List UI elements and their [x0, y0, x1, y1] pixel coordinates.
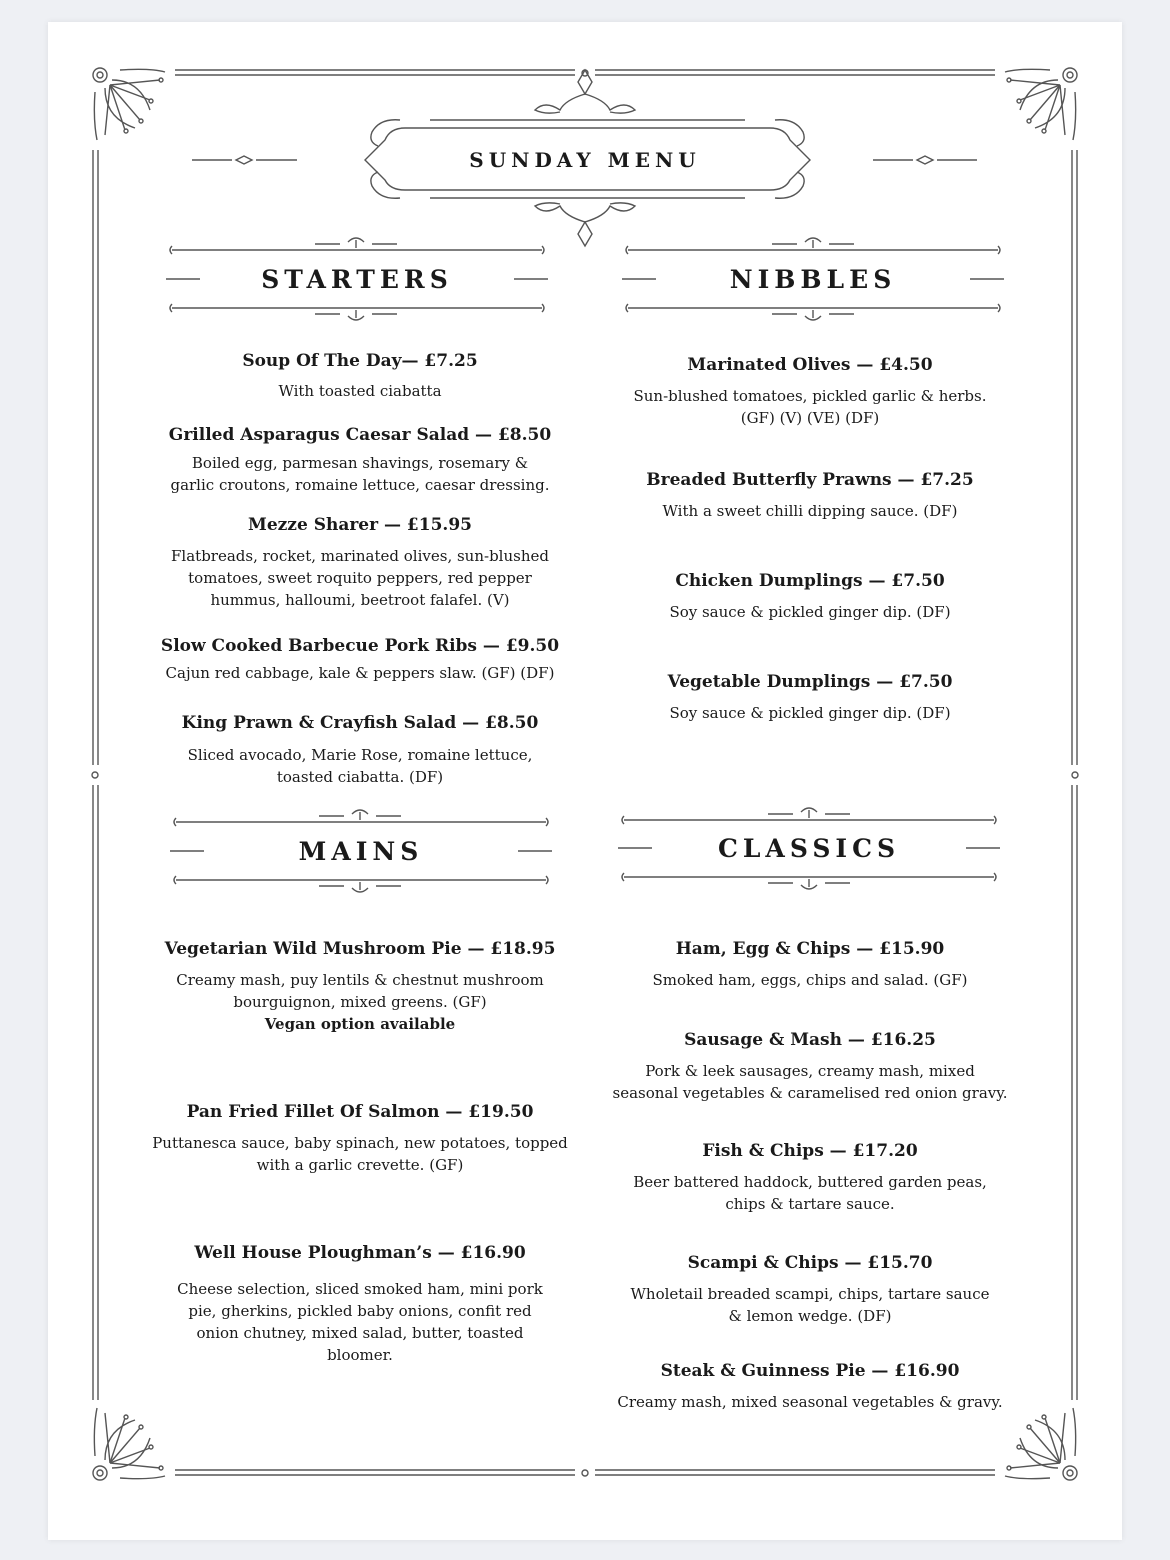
vegan-option-note: Vegan option available [264, 1015, 456, 1033]
menu-item [610, 1140, 1010, 1215]
item-name: Marinated Olives — £4.50 [687, 355, 933, 375]
item-name: Chicken Dumplings — £7.50 [675, 571, 945, 591]
starters-heading: STARTERS [261, 265, 453, 294]
menu-item [610, 1029, 1010, 1104]
menu-item [610, 1360, 1010, 1413]
item-name: Fish & Chips — £17.20 [702, 1141, 918, 1161]
item-description: Creamy mash, mixed seasonal vegetables & gravy. [617, 1393, 1003, 1411]
item-description: Boiled egg, parmesan shavings, rosemary & garlic croutons, romaine lettuce, caesar dressing. [170, 454, 550, 494]
item-description: Smoked ham, eggs, chips and salad. (GF) [652, 971, 968, 989]
item-name: Breaded Butterfly Prawns — £7.25 [646, 470, 974, 490]
menu-item [610, 938, 1010, 991]
item-description: Pork & leek sausages, creamy mash, mixed seasonal vegetables & caramelised red onion gravy. [612, 1062, 1008, 1102]
item-description: Sun-blushed tomatoes, pickled garlic & herbs. (GF) (V) (VE) (DF) [633, 387, 987, 427]
item-name: Vegetarian Wild Mushroom Pie — £18.95 [164, 939, 556, 959]
item-name: Soup Of The Day— £7.25 [242, 351, 478, 371]
item-description: Creamy mash, puy lentils & chestnut mushroom bourguignon, mixed greens. (GF) [176, 971, 544, 1011]
menu-item [150, 1101, 570, 1176]
item-description: Cajun red cabbage, kale & peppers slaw. (GF) (DF) [165, 664, 555, 682]
item-name: Slow Cooked Barbecue Pork Ribs — £9.50 [160, 636, 560, 656]
item-name: Scampi & Chips — £15.70 [687, 1253, 933, 1273]
item-name: Vegetable Dumplings — £7.50 [667, 672, 953, 692]
classics-heading: CLASSICS [717, 834, 901, 863]
menu-item [610, 469, 1010, 522]
menu-item [150, 424, 570, 496]
menu-item [610, 671, 1010, 724]
item-name: Pan Fried Fillet Of Salmon — £19.50 [186, 1102, 534, 1122]
item-description: Puttanesca sauce, baby spinach, new potatoes, topped with a garlic crevette. (GF) [152, 1134, 568, 1174]
nibbles-heading: NIBBLES [729, 265, 897, 294]
menu-item [150, 712, 570, 788]
menu-title: SUNDAY MENU [469, 148, 701, 172]
menu-item [150, 514, 570, 611]
item-name: Mezze Sharer — £15.95 [248, 515, 472, 535]
item-name: Steak & Guinness Pie — £16.90 [660, 1361, 960, 1381]
item-description: Soy sauce & pickled ginger dip. (DF) [669, 704, 951, 722]
menu-item [150, 635, 570, 684]
item-description: Sliced avocado, Marie Rose, romaine lettuce, toasted ciabatta. (DF) [187, 746, 533, 786]
item-description: With toasted ciabatta [278, 382, 442, 400]
menu-item [150, 1242, 570, 1366]
menu-item [150, 938, 570, 1035]
menu-item [150, 350, 570, 402]
item-name: Sausage & Mash — £16.25 [684, 1030, 936, 1050]
item-description: Beer battered haddock, buttered garden peas, chips & tartare sauce. [633, 1173, 987, 1213]
item-description: Flatbreads, rocket, marinated olives, sun-blushed tomatoes, sweet roquito peppers, red pepper hummus, halloumi, beetroot falafel. (V) [171, 547, 549, 609]
item-description: Soy sauce & pickled ginger dip. (DF) [669, 603, 951, 621]
menu-item [610, 354, 1010, 429]
item-name: Grilled Asparagus Caesar Salad — £8.50 [168, 425, 552, 445]
item-name: Well House Ploughman’s — £16.90 [194, 1243, 526, 1263]
menu-item [610, 570, 1010, 623]
mains-heading: MAINS [298, 837, 424, 866]
item-name: King Prawn & Crayfish Salad — £8.50 [181, 713, 539, 733]
item-description: Cheese selection, sliced smoked ham, mini pork pie, gherkins, pickled baby onions, confit red onion chutney, mixed salad, butter, toasted bloomer. [177, 1280, 543, 1364]
item-description: Wholetail breaded scampi, chips, tartare sauce & lemon wedge. (DF) [630, 1285, 990, 1325]
item-name: Ham, Egg & Chips — £15.90 [675, 939, 945, 959]
menu-item [610, 1252, 1010, 1327]
item-description: With a sweet chilli dipping sauce. (DF) [662, 502, 958, 520]
